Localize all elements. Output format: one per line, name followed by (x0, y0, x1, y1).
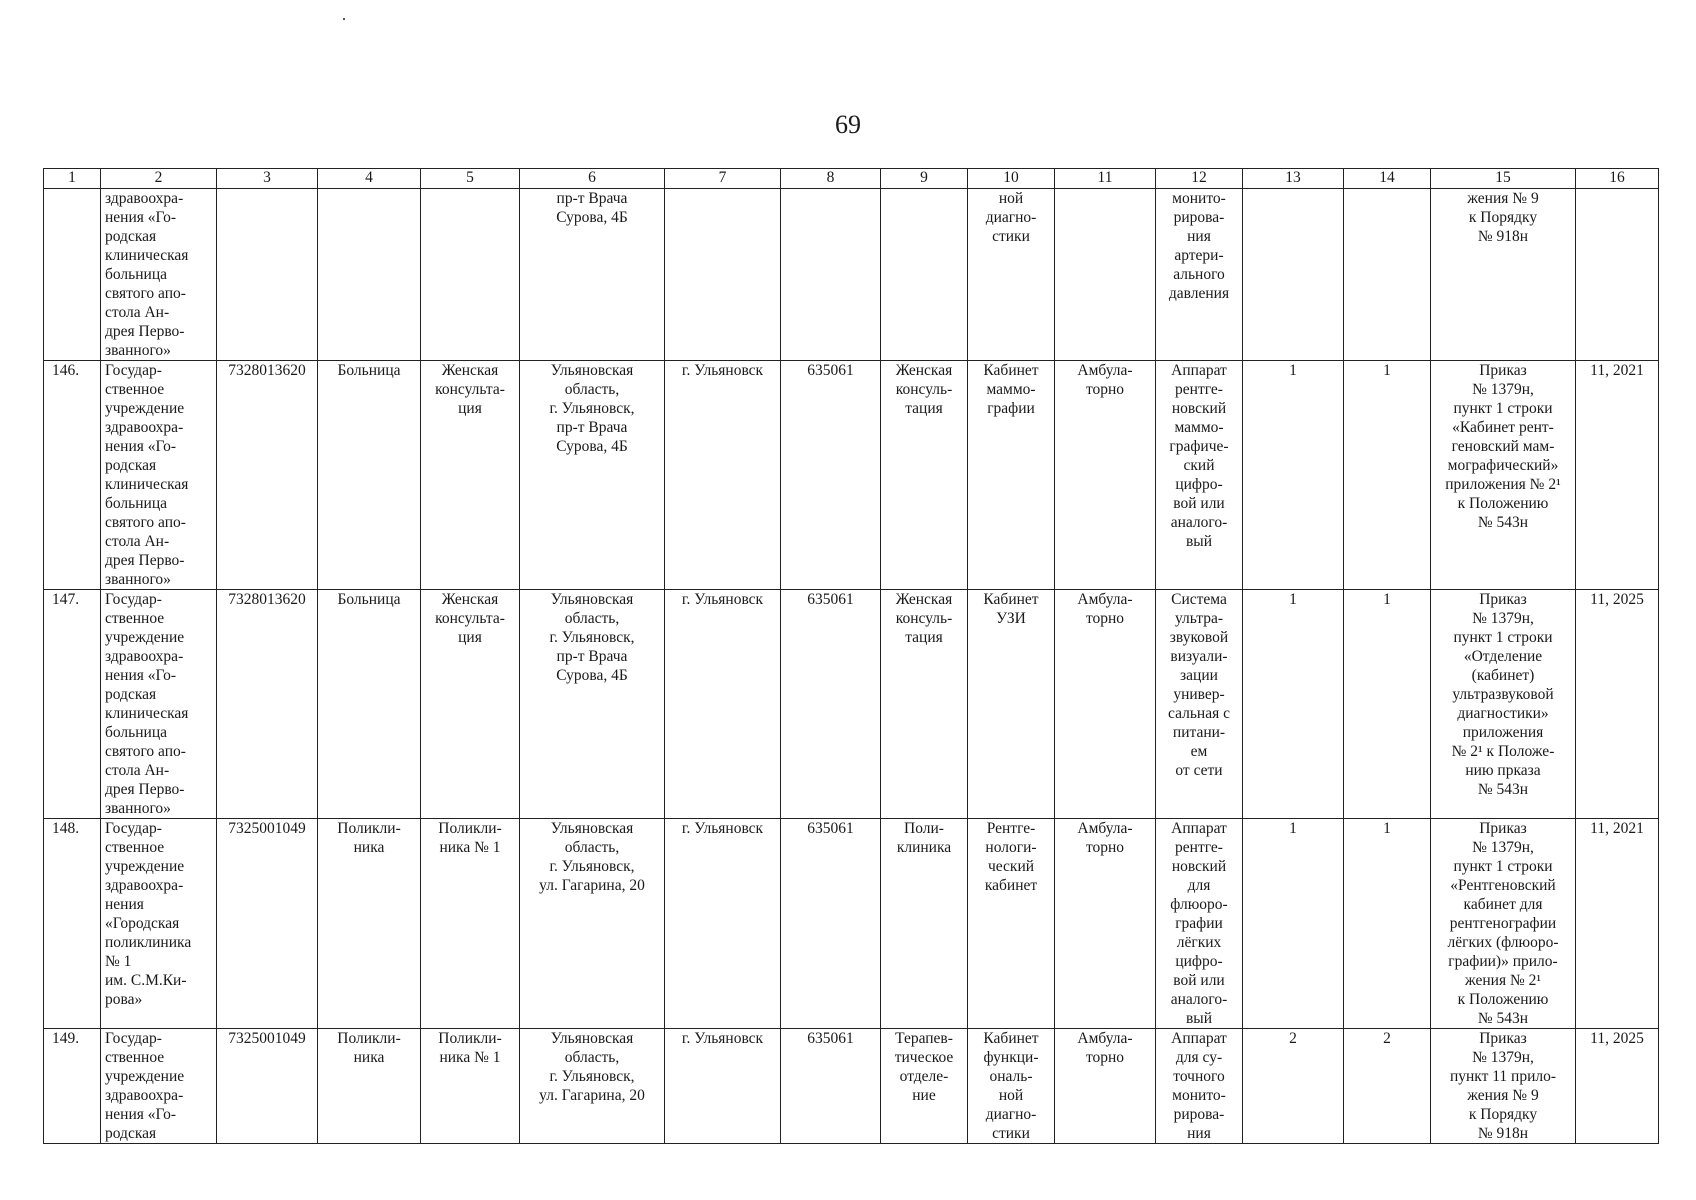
quantity-planned: 2 (1344, 1029, 1431, 1144)
subdivision: Женская консульта- ция (421, 361, 520, 590)
legal-basis: Приказ № 1379н, пункт 1 строки «Отделение (кабинет) ультразвуковой диагностики» приложения № 2¹ к Положе- нию прказа № 543н (1431, 590, 1576, 819)
facility-type: Больница (318, 590, 421, 819)
facility-type: Поликли- ника (318, 1029, 421, 1144)
column-number-row (44, 169, 1659, 189)
column-header: 12 (1156, 169, 1243, 189)
legal-basis: Приказ № 1379н, пункт 11 прило- жения № 9 к Порядку № 918н (1431, 1029, 1576, 1144)
oktmo-code: 635061 (781, 819, 881, 1029)
city: г. Ульяновск (665, 590, 781, 819)
column-header: 9 (881, 169, 968, 189)
oktmo-code: 635061 (781, 361, 881, 590)
column-header: 11 (1055, 169, 1156, 189)
legal-basis: Приказ № 1379н, пункт 1 строки «Кабинет рент- геновский мам- мографический» приложения № 2¹ к Положению № 543н (1431, 361, 1576, 590)
legal-basis: Приказ № 1379н, пункт 1 строки «Рентгеновский кабинет для рентгенографии лёгких (флюоро- графии)» прило- жения № 2¹ к Положению № 543н (1431, 819, 1576, 1029)
room: Кабинет маммо- графии (968, 361, 1055, 590)
oktmo-code: 635061 (781, 590, 881, 819)
quantity-planned (1344, 189, 1431, 361)
column-header: 7 (665, 169, 781, 189)
care-mode: Амбула- торно (1055, 819, 1156, 1029)
quantity-required: 1 (1243, 590, 1344, 819)
register-table (43, 168, 1659, 1144)
row-number (44, 189, 101, 361)
row-number: 146. (44, 361, 101, 590)
organization-name: Государ- ственное учреждение здравоохра- нения «Го- родская клиническая больница святого апо- стола Ан- дрея Перво- званного» (101, 361, 217, 590)
city: г. Ульяновск (665, 819, 781, 1029)
organization-name: Государ- ственное учреждение здравоохра- нения «Городская поликлиника № 1 им. С.М.Ки- рова» (101, 819, 217, 1029)
care-mode: Амбула- торно (1055, 361, 1156, 590)
city (665, 189, 781, 361)
subdivision: Поликли- ника № 1 (421, 1029, 520, 1144)
room: Рентге- нологи- ческий кабинет (968, 819, 1055, 1029)
quantity-planned: 1 (1344, 590, 1431, 819)
inn: 7328013620 (217, 361, 318, 590)
column-header: 6 (520, 169, 665, 189)
quantity-required: 1 (1243, 819, 1344, 1029)
equipment: Аппарат рентге- новский маммо- графиче- ский цифро- вой или аналого- вый (1156, 361, 1243, 590)
facility-type (318, 189, 421, 361)
column-header: 8 (781, 169, 881, 189)
page-number: 69 (835, 110, 861, 139)
period: 11, 2021 (1576, 819, 1659, 1029)
table-row (44, 590, 1659, 819)
column-header: 16 (1576, 169, 1659, 189)
facility-type: Поликли- ника (318, 819, 421, 1029)
quantity-required: 2 (1243, 1029, 1344, 1144)
subdivision (421, 189, 520, 361)
inn: 7325001049 (217, 819, 318, 1029)
period: 11, 2021 (1576, 361, 1659, 590)
organization-name: Государ- ственное учреждение здравоохра- нения «Го- родская (101, 1029, 217, 1144)
period: 11, 2025 (1576, 1029, 1659, 1144)
subdivision: Поликли- ника № 1 (421, 819, 520, 1029)
department: Женская консуль- тация (881, 590, 968, 819)
table-row (44, 361, 1659, 590)
room: ной диагно- стики (968, 189, 1055, 361)
column-header: 10 (968, 169, 1055, 189)
period: 11, 2025 (1576, 590, 1659, 819)
row-number: 148. (44, 819, 101, 1029)
address: Ульяновская область, г. Ульяновск, ул. Гагарина, 20 (520, 1029, 665, 1144)
facility-type: Больница (318, 361, 421, 590)
table-row (44, 189, 1659, 361)
inn (217, 189, 318, 361)
inn: 7328013620 (217, 590, 318, 819)
department: Терапев- тическое отделе- ние (881, 1029, 968, 1144)
quantity-planned: 1 (1344, 361, 1431, 590)
address: пр-т Врача Сурова, 4Б (520, 189, 665, 361)
table-row (44, 1029, 1659, 1144)
organization-name: Государ- ственное учреждение здравоохра- нения «Го- родская клиническая больница святого апо- стола Ан- дрея Перво- званного» (101, 590, 217, 819)
row-number: 149. (44, 1029, 101, 1144)
subdivision: Женская консульта- ция (421, 590, 520, 819)
city: г. Ульяновск (665, 1029, 781, 1144)
room: Кабинет функци- ональ- ной диагно- стики (968, 1029, 1055, 1144)
scan-artifact (343, 18, 345, 20)
department: Женская консуль- тация (881, 361, 968, 590)
department (881, 189, 968, 361)
address: Ульяновская область, г. Ульяновск, пр-т Врача Сурова, 4Б (520, 361, 665, 590)
column-header: 5 (421, 169, 520, 189)
quantity-planned: 1 (1344, 819, 1431, 1029)
address: Ульяновская область, г. Ульяновск, ул. Гагарина, 20 (520, 819, 665, 1029)
column-header: 13 (1243, 169, 1344, 189)
city: г. Ульяновск (665, 361, 781, 590)
column-header: 15 (1431, 169, 1576, 189)
table-row (44, 819, 1659, 1029)
column-header: 3 (217, 169, 318, 189)
care-mode: Амбула- торно (1055, 1029, 1156, 1144)
inn: 7325001049 (217, 1029, 318, 1144)
room: Кабинет УЗИ (968, 590, 1055, 819)
oktmo-code: 635061 (781, 1029, 881, 1144)
care-mode: Амбула- торно (1055, 590, 1156, 819)
care-mode (1055, 189, 1156, 361)
legal-basis: жения № 9 к Порядку № 918н (1431, 189, 1576, 361)
equipment: Система ультра- звуковой визуали- зации универ- сальная с питани- ем от сети (1156, 590, 1243, 819)
equipment: Аппарат для су- точного монито- рирова- ния (1156, 1029, 1243, 1144)
column-header: 1 (44, 169, 101, 189)
row-number: 147. (44, 590, 101, 819)
period (1576, 189, 1659, 361)
equipment: Аппарат рентге- новский для флюоро- графии лёгких цифро- вой или аналого- вый (1156, 819, 1243, 1029)
quantity-required: 1 (1243, 361, 1344, 590)
column-header: 14 (1344, 169, 1431, 189)
column-header: 4 (318, 169, 421, 189)
organization-name: здравоохра- нения «Го- родская клиническая больница святого апо- стола Ан- дрея Перво- званного» (101, 189, 217, 361)
quantity-required (1243, 189, 1344, 361)
department: Поли- клиника (881, 819, 968, 1029)
oktmo-code (781, 189, 881, 361)
address: Ульяновская область, г. Ульяновск, пр-т Врача Сурова, 4Б (520, 590, 665, 819)
column-header: 2 (101, 169, 217, 189)
equipment: монито- рирова- ния артери- ального давления (1156, 189, 1243, 361)
